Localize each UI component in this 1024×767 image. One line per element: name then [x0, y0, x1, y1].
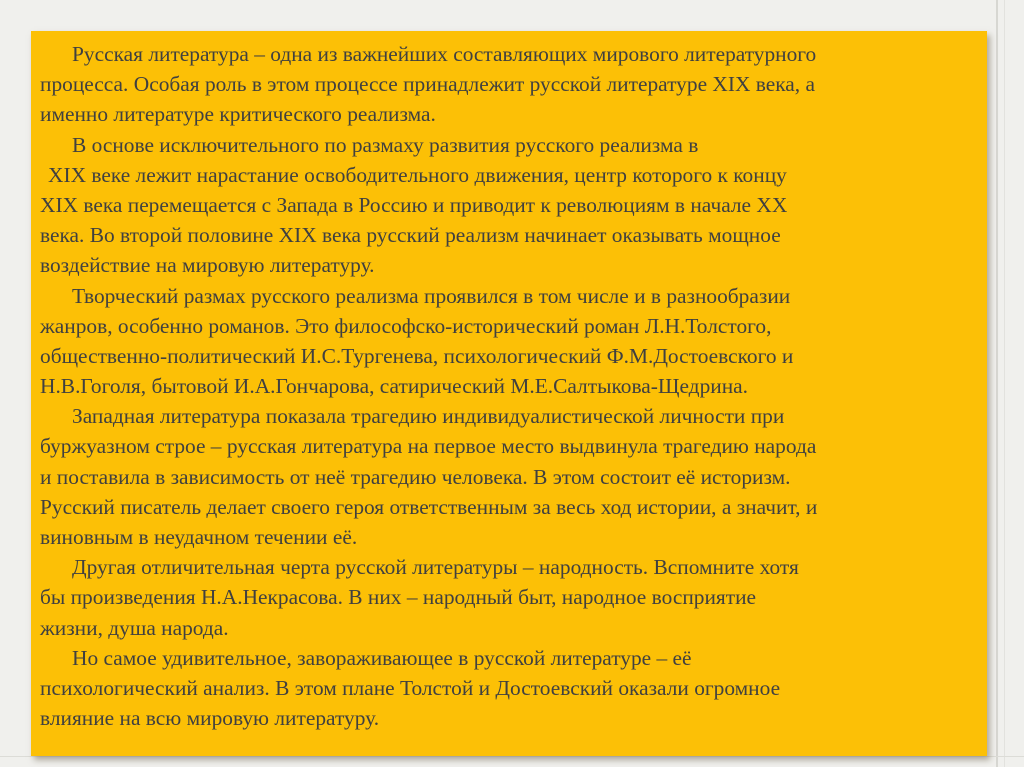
text-line: XIX веке лежит нарастание освободительного движения, центр которого к концу: [48, 162, 787, 187]
text-panel: [31, 31, 987, 756]
text-line: бы произведения Н.А.Некрасова. В них – народный быт, народное восприятие: [40, 585, 757, 610]
paragraph-5: [40, 552, 976, 643]
text-line: виновным в неудачном течении её.: [40, 525, 358, 549]
text-line: Западная литература показала трагедию индивидуалистической личности при: [72, 404, 785, 429]
slide-edge-line: [0, 756, 1024, 757]
paragraph-2: [40, 130, 976, 281]
text-line: Н.В.Гоголя, бытовой И.А.Гончарова, сатирический М.Е.Салтыкова-Щедрина.: [40, 374, 748, 399]
paragraph-1: [40, 39, 976, 130]
text-line: Русский писатель делает своего героя ответственным за весь ход истории, а значит, и: [40, 494, 818, 519]
text-line: жизни, душа народа.: [40, 615, 229, 640]
text-line: Но самое удивительное, завораживающее в русской литературе – её: [72, 645, 692, 670]
slide-edge-line: [1004, 0, 1005, 767]
text-line: психологический анализ. В этом плане Толстой и Достоевский оказали огромное: [40, 675, 781, 700]
text-line: Творческий размах русского реализма проявился в том числе и в разнообразии: [72, 283, 791, 308]
paragraph-6: [40, 643, 976, 734]
text-line: В основе исключительного по размаху развития русского реализма в: [72, 132, 699, 157]
text-line: XIX века перемещается с Запада в Россию и приводит к революциям в начале XX: [40, 192, 788, 217]
text-line: Русская литература – одна из важнейших составляющих мирового литературного: [72, 42, 817, 66]
slide-edge-line: [996, 0, 998, 767]
text-line: и поставила в зависимость от неё трагедию человека. В этом состоит её историзм.: [40, 464, 791, 489]
text-line: века. Во второй половине XIX века русский реализм начинает оказывать мощное: [40, 223, 781, 248]
text-line: именно литературе критического реализма.: [40, 102, 436, 127]
paragraph-4: [40, 401, 976, 552]
text-line: буржуазном строе – русская литература на первое место выдвинула трагедию народа: [40, 434, 817, 459]
paragraph-3: [40, 281, 976, 402]
text-line: жанров, особенно романов. Это философско-исторический роман Л.Н.Толстого,: [40, 313, 772, 338]
text-line: процесса. Особая роль в этом процессе принадлежит русской литературе XIX века, а: [40, 72, 815, 97]
text-line: общественно-политический И.С.Тургенева, психологический Ф.М.Достоевского и: [40, 343, 794, 368]
text-line: Другая отличительная черта русской литературы – народность. Вспомните хотя: [72, 555, 799, 580]
text-line: воздействие на мировую литературу.: [40, 253, 375, 278]
slide-text-body: [40, 39, 976, 733]
text-line: влияние на всю мировую литературу.: [40, 706, 380, 731]
